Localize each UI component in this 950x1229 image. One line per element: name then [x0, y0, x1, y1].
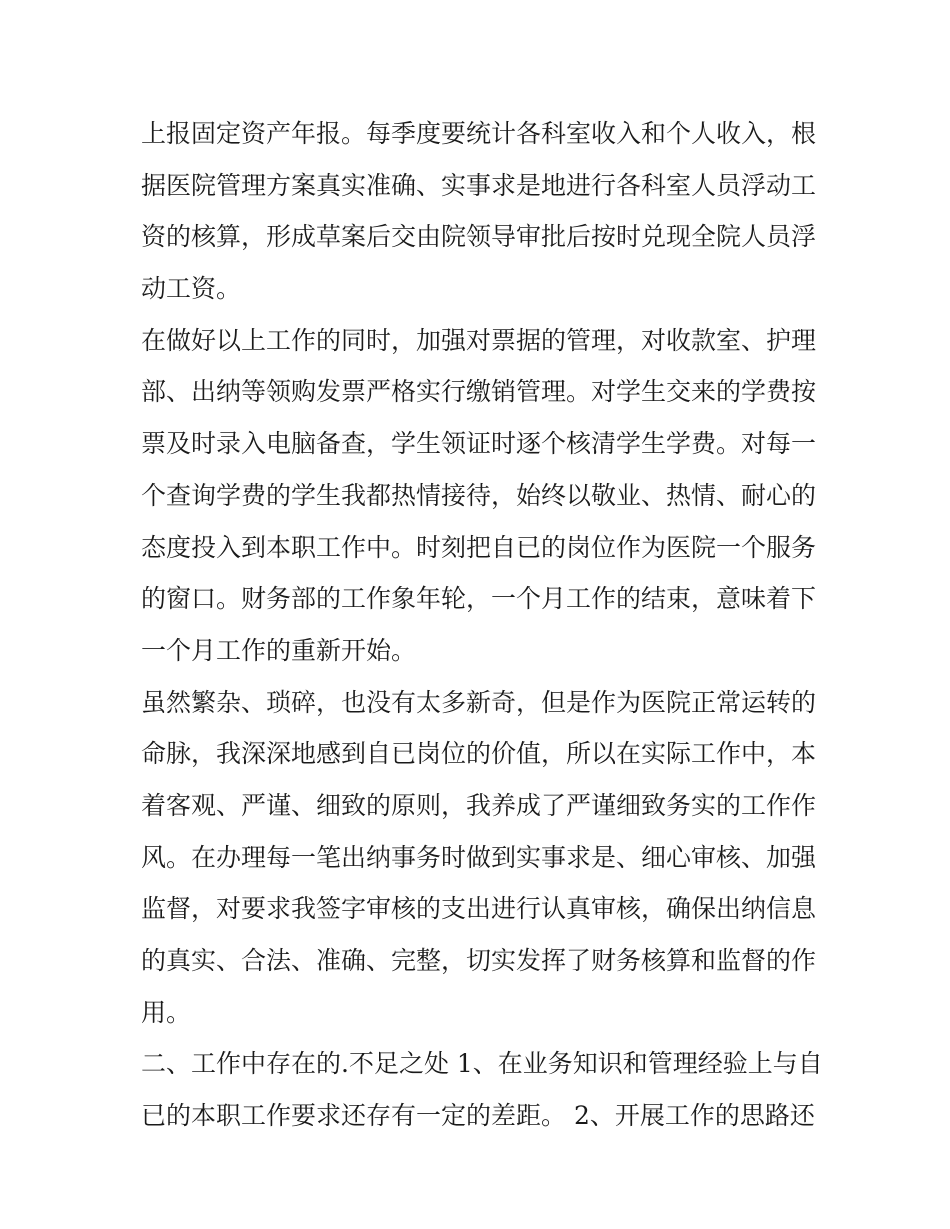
text-line: 资的核算，形成草案后交由院领导审批后按时兑现全院人员浮 — [141, 222, 817, 252]
text-line: 虽然繁杂、琐碎，也没有太多新奇，但是作为医院正常运转的 — [141, 687, 817, 717]
text-line: 据医院管理方案真实准确、实事求是地进行各科室人员浮动工 — [141, 170, 817, 200]
text-line: 命脉，我深深地感到自已岗位的价值，所以在实际工作中，本 — [141, 739, 817, 769]
text-line: 的窗口。财务部的工作象年轮，一个月工作的结束，意味着下 — [141, 584, 817, 614]
text-line: 票及时录入电脑备查，学生领证时逐个核清学生学费。对每一 — [141, 429, 817, 459]
text-line: 部、出纳等领购发票严格实行缴销管理。对学生交来的学费按 — [141, 377, 817, 407]
text-line: 二、工作中存在的.不足之处 1、在业务知识和管理经验上与自 — [141, 1049, 823, 1079]
text-line: 的真实、合法、准确、完整，切实发挥了财务核算和监督的作 — [141, 946, 817, 975]
text-line: 用。 — [141, 997, 192, 1027]
text-line: 在做好以上工作的同时，加强对票据的管理，对收款室、护理 — [141, 325, 817, 355]
text-line: 监督，对要求我签字审核的支出进行认真审核，确保出纳信息 — [141, 894, 817, 924]
text-line: 已的本职工作要求还存有一定的差距。 2、开展工作的思路还 — [141, 1101, 815, 1131]
text-line: 着客观、严谨、细致的原则，我养成了严谨细致务实的工作作 — [141, 790, 817, 820]
text-line: 态度投入到本职工作中。时刻把自已的岗位作为医院一个服务 — [141, 532, 817, 562]
text-line: 动工资。 — [141, 274, 242, 304]
document-body — [141, 108, 821, 1142]
text-line: 一个月工作的重新开始。 — [141, 635, 417, 665]
text-line: 上报固定资产年报。每季度要统计各科室收入和个人收入，根 — [141, 119, 817, 148]
text-line: 个查询学费的学生我都热情接待，始终以敬业、热情、耐心的 — [141, 480, 817, 510]
text-line: 风。在办理每一笔出纳事务时做到实事求是、细心审核、加强 — [141, 842, 817, 872]
